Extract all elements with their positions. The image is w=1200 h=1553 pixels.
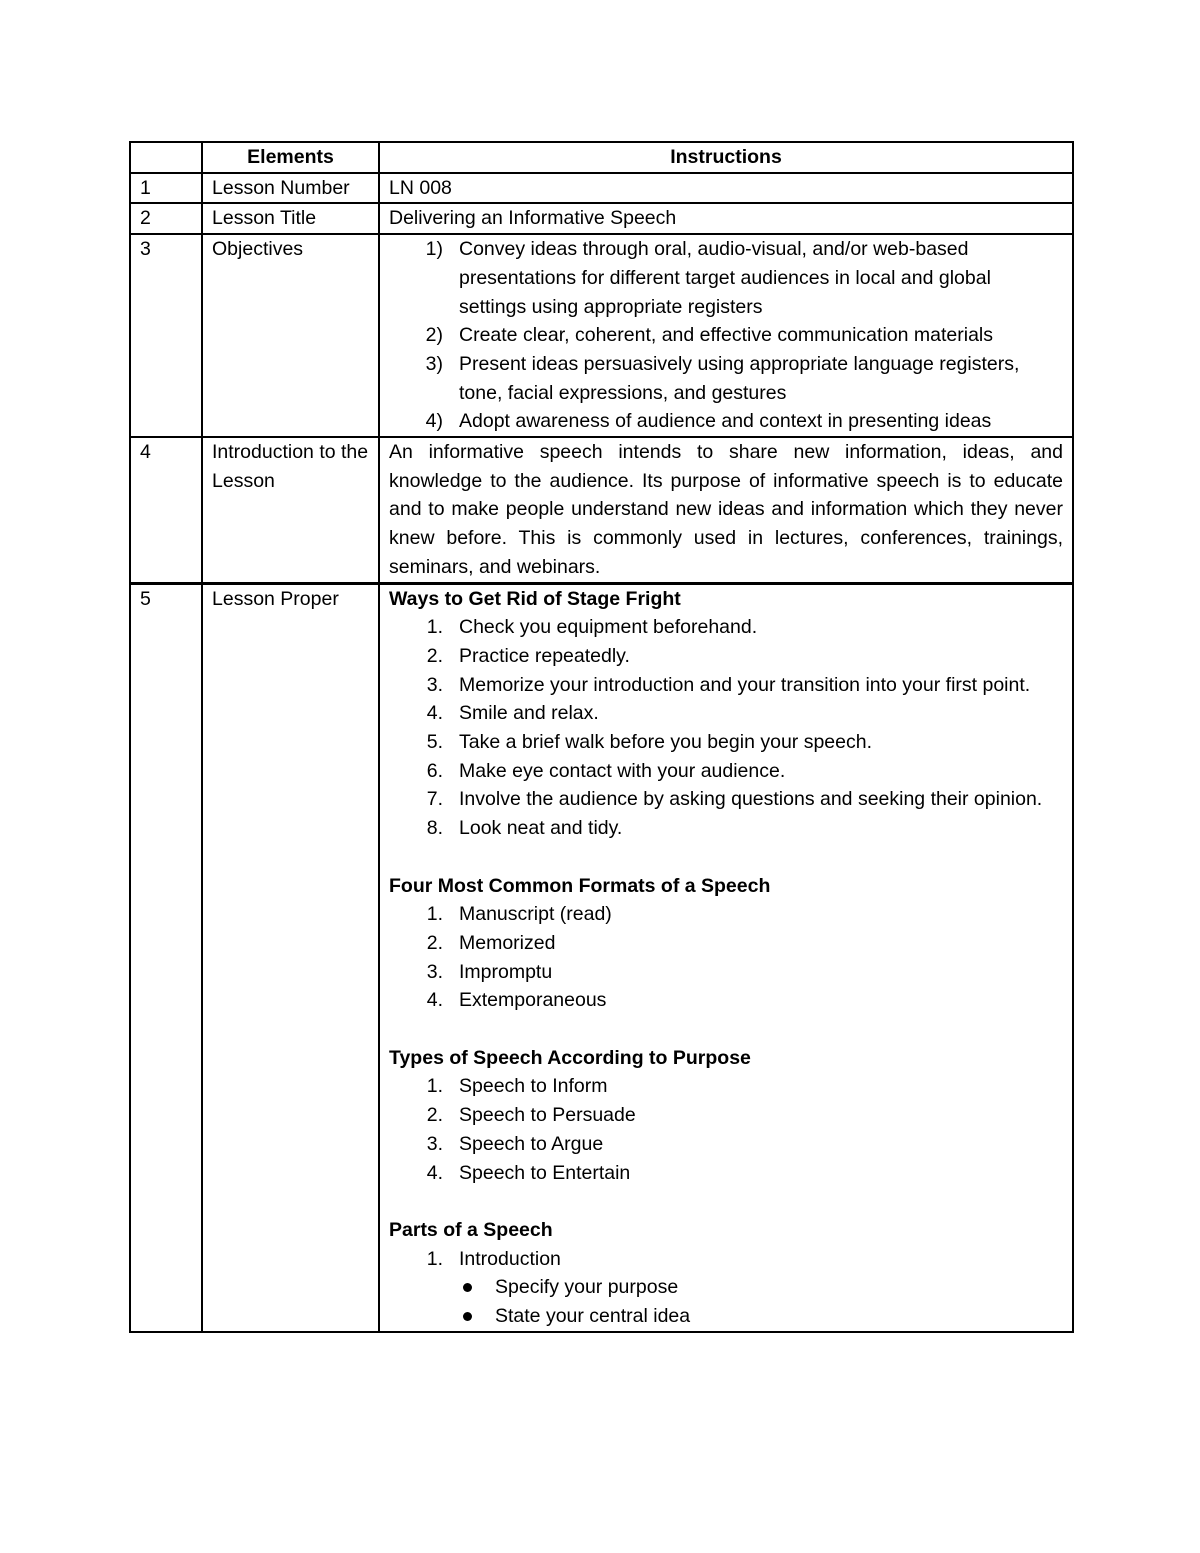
header-number <box>130 142 202 173</box>
list-item <box>389 350 1063 407</box>
row-number: 2 <box>130 203 202 234</box>
list-marker: 2. <box>426 931 443 954</box>
list-item <box>389 1245 1063 1274</box>
list-marker: 1. <box>426 1247 443 1270</box>
list-item <box>389 814 1063 843</box>
list-item-text: Extemporaneous <box>459 989 607 1012</box>
lesson-proper-cell <box>379 583 1073 1332</box>
list-item-text: Speech to Argue <box>459 1132 604 1155</box>
list-item <box>389 321 1063 350</box>
objectives-list <box>389 235 1063 436</box>
section-title-formats: Four Most Common Formats of a Speech <box>389 874 771 897</box>
list-item <box>389 1130 1063 1159</box>
list-marker: 2. <box>426 1104 443 1127</box>
list-marker: 8. <box>426 817 443 840</box>
element-label: Lesson Proper <box>202 583 379 1332</box>
list-item-text: Smile and relax. <box>459 702 599 725</box>
list-item-text: Adopt awareness of audience and context in presenting ideas <box>459 410 992 433</box>
element-label: Objectives <box>202 234 379 437</box>
list-marker: 4) <box>425 410 443 433</box>
table-row-introduction <box>130 437 1073 583</box>
list-item <box>389 1273 1063 1302</box>
objectives-cell <box>379 234 1073 437</box>
row-number: 5 <box>130 583 202 1332</box>
element-label: Lesson Number <box>202 173 379 204</box>
list-marker: 1. <box>426 1075 443 1098</box>
list-item-text: Look neat and tidy. <box>459 817 623 840</box>
table-row-objectives <box>130 234 1073 437</box>
list-item-text: State your central idea <box>495 1305 691 1328</box>
list-item <box>389 671 1063 700</box>
list-marker: 4. <box>426 702 443 725</box>
list-item <box>389 1072 1063 1101</box>
lesson-number-value: LN 008 <box>379 173 1073 204</box>
list-item <box>389 757 1063 786</box>
table-row-lesson-number <box>130 173 1073 204</box>
spacer <box>389 1187 1063 1216</box>
list-marker: 1. <box>426 616 443 639</box>
list-item-text: Impromptu <box>459 960 553 983</box>
bullet-icon <box>463 1283 472 1292</box>
bullet-icon <box>463 1312 472 1321</box>
list-item-text: Manuscript (read) <box>459 903 612 926</box>
list-item-text: Memorized <box>459 931 556 954</box>
list-item <box>389 1302 1063 1331</box>
list-item-text: Introduction <box>459 1247 561 1270</box>
introduction-sub-bullets <box>389 1273 1063 1330</box>
list-item <box>389 642 1063 671</box>
section-title-parts: Parts of a Speech <box>389 1218 553 1241</box>
list-marker: 1. <box>426 903 443 926</box>
list-item-text: Present ideas persuasively using appropriate language registers, tone, facial expressions, and gestures <box>459 352 1020 404</box>
table-row-lesson-proper <box>130 583 1073 1332</box>
list-item-text: Make eye contact with your audience. <box>459 759 786 782</box>
list-item-text: Speech to Persuade <box>459 1104 636 1127</box>
list-item <box>389 929 1063 958</box>
spacer <box>389 843 1063 872</box>
list-item-text: Take a brief walk before you begin your speech. <box>459 731 872 754</box>
introduction-text: An informative speech intends to share new information, ideas, and knowledge to the audience. Its purpose of informative speech is to educate and to make people understand new ideas and information which they never knew before. This is commonly used in lectures, conferences, trainings, seminars, and webinars. <box>389 441 1063 578</box>
list-marker: 6. <box>426 759 443 782</box>
list-marker: 3. <box>426 673 443 696</box>
row-number: 3 <box>130 234 202 437</box>
list-marker: 2. <box>426 644 443 667</box>
list-item <box>389 986 1063 1015</box>
list-marker: 3. <box>426 960 443 983</box>
list-marker: 7. <box>426 788 443 811</box>
formats-list <box>389 900 1063 1015</box>
list-marker: 4. <box>426 989 443 1012</box>
list-item-text: Specify your purpose <box>495 1276 679 1299</box>
stage-fright-list <box>389 613 1063 843</box>
spacer <box>389 1015 1063 1044</box>
table-header-row <box>130 142 1073 173</box>
list-item-text: Convey ideas through oral, audio-visual, and/or web-based presentations for different target audiences in local and global settings using appropriate registers <box>459 238 991 318</box>
lesson-title-value: Delivering an Informative Speech <box>379 203 1073 234</box>
header-elements: Elements <box>202 142 379 173</box>
list-item-text: Speech to Entertain <box>459 1161 631 1184</box>
list-item <box>389 1101 1063 1130</box>
list-marker: 3. <box>426 1132 443 1155</box>
list-item <box>389 407 1063 436</box>
list-item-text: Create clear, coherent, and effective communication materials <box>459 324 993 347</box>
table-row-lesson-title <box>130 203 1073 234</box>
list-item-text: Practice repeatedly. <box>459 644 630 667</box>
list-item <box>389 728 1063 757</box>
list-marker: 3) <box>425 352 443 375</box>
list-item <box>389 900 1063 929</box>
list-item-text: Speech to Inform <box>459 1075 608 1098</box>
element-label: Introduction to the Lesson <box>202 437 379 583</box>
list-marker: 4. <box>426 1161 443 1184</box>
list-item <box>389 235 1063 321</box>
parts-list <box>389 1245 1063 1274</box>
lesson-plan-table <box>129 141 1074 1333</box>
row-number: 1 <box>130 173 202 204</box>
row-number: 4 <box>130 437 202 583</box>
types-list <box>389 1072 1063 1187</box>
header-instructions: Instructions <box>379 142 1073 173</box>
element-label: Lesson Title <box>202 203 379 234</box>
list-marker: 5. <box>426 731 443 754</box>
list-item <box>389 699 1063 728</box>
introduction-cell <box>379 437 1073 583</box>
list-item <box>389 958 1063 987</box>
list-item-text: Memorize your introduction and your transition into your first point. <box>459 673 1031 696</box>
list-item-text: Check you equipment beforehand. <box>459 616 758 639</box>
list-marker: 2) <box>425 324 443 347</box>
list-marker: 1) <box>425 238 443 261</box>
list-item <box>389 613 1063 642</box>
list-item-text: Involve the audience by asking questions and seeking their opinion. <box>459 788 1043 811</box>
list-item <box>389 1159 1063 1188</box>
section-title-types: Types of Speech According to Purpose <box>389 1046 751 1069</box>
list-item <box>389 785 1063 814</box>
section-title-stage-fright: Ways to Get Rid of Stage Fright <box>389 587 681 610</box>
